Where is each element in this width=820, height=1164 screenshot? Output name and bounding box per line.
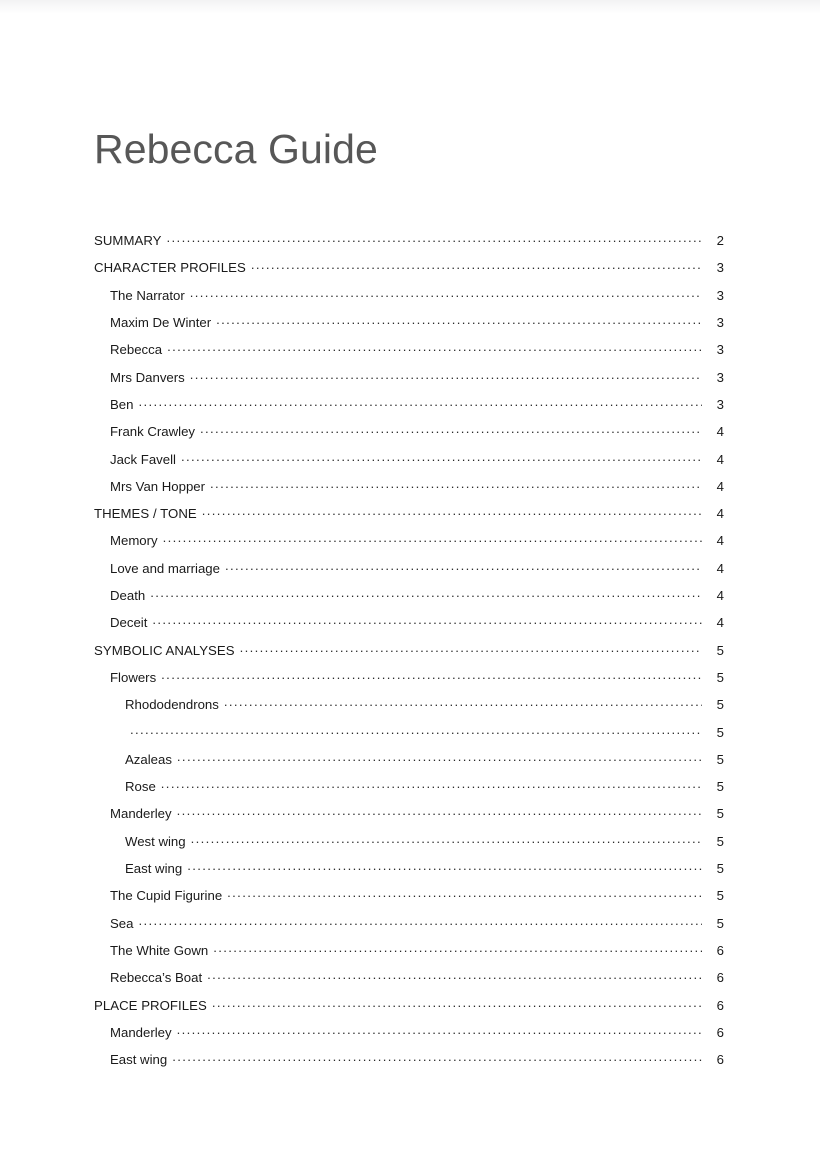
toc-entry[interactable] — [94, 751, 724, 778]
toc-entry-page-number: 5 — [716, 833, 724, 849]
toc-entry-label: SYMBOLIC ANALYSES — [94, 642, 235, 658]
toc-dot-leader — [200, 423, 702, 436]
toc-entry[interactable] — [94, 287, 724, 314]
toc-entry[interactable] — [94, 532, 724, 559]
toc-entry-label: The White Gown — [110, 942, 209, 958]
toc-dot-leader — [181, 450, 702, 463]
toc-dot-leader — [190, 368, 702, 381]
toc-entry-page-number: 5 — [716, 915, 724, 931]
toc-entry-page-number: 6 — [716, 997, 724, 1013]
toc-entry[interactable] — [94, 587, 724, 614]
toc-dot-leader — [224, 696, 702, 709]
toc-entry-page-number: 5 — [716, 724, 724, 740]
toc-entry[interactable] — [94, 560, 724, 587]
toc-dot-leader — [216, 314, 702, 327]
toc-dot-leader — [152, 614, 702, 627]
toc-dot-leader — [251, 259, 702, 272]
toc-dot-leader — [167, 232, 702, 245]
toc-entry[interactable] — [94, 914, 724, 941]
toc-dot-leader — [225, 560, 702, 573]
toc-entry-label: Love and marriage — [110, 560, 220, 576]
toc-entry[interactable] — [94, 341, 724, 368]
toc-entry-label: East wing — [110, 1052, 168, 1068]
toc-entry[interactable] — [94, 450, 724, 477]
toc-entry-label: Mrs Danvers — [110, 369, 185, 385]
toc-entry-label: Death — [110, 588, 146, 604]
toc-entry-label: SUMMARY — [94, 233, 162, 249]
toc-entry-label: Flowers — [110, 669, 157, 685]
toc-entry[interactable] — [94, 778, 724, 805]
toc-entry[interactable] — [94, 996, 724, 1023]
toc-entry[interactable] — [94, 232, 724, 259]
toc-dot-leader — [177, 805, 702, 818]
toc-entry-label: The Narrator — [110, 287, 185, 303]
toc-entry-page-number: 6 — [716, 1052, 724, 1068]
toc-entry[interactable] — [94, 259, 724, 286]
toc-entry-page-number: 6 — [716, 970, 724, 986]
toc-entry-page-number: 4 — [716, 588, 724, 604]
toc-dot-leader — [212, 996, 702, 1009]
toc-entry-page-number: 4 — [716, 478, 724, 494]
toc-dot-leader — [190, 287, 702, 300]
toc-entry-label: CHARACTER PROFILES — [94, 260, 246, 276]
toc-entry-label: Rhododendrons — [125, 697, 219, 713]
toc-entry-label: Frank Crawley — [110, 424, 196, 440]
toc-dot-leader — [167, 341, 702, 354]
toc-entry-page-number: 3 — [716, 287, 724, 303]
page-top-shadow — [0, 0, 820, 14]
toc-entry[interactable] — [94, 368, 724, 395]
toc-dot-leader — [213, 942, 702, 955]
toc-entry-page-number: 3 — [716, 342, 724, 358]
toc-entry-label: Rose — [125, 779, 156, 795]
toc-dot-leader — [202, 505, 702, 518]
toc-entry-label: Manderley — [110, 1024, 172, 1040]
toc-entry-label: Sea — [110, 915, 134, 931]
toc-entry-page-number: 5 — [716, 888, 724, 904]
toc-dot-leader — [227, 887, 702, 900]
toc-entry-label: Manderley — [110, 806, 172, 822]
toc-entry-page-number: 6 — [716, 1024, 724, 1040]
toc-entry-label: Memory — [110, 533, 158, 549]
toc-entry-label: Azaleas — [125, 751, 172, 767]
toc-dot-leader — [210, 478, 702, 491]
toc-entry-label: Ben — [110, 396, 134, 412]
toc-entry-label: Deceit — [110, 615, 148, 631]
toc-entry-page-number: 4 — [716, 424, 724, 440]
toc-entry-label: THEMES / TONE — [94, 506, 197, 522]
toc-entry[interactable] — [94, 887, 724, 914]
toc-entry[interactable] — [94, 1051, 724, 1078]
toc-entry[interactable] — [94, 396, 724, 423]
toc-entry[interactable] — [94, 942, 724, 969]
toc-entry-page-number: 3 — [716, 396, 724, 412]
toc-dot-leader — [130, 723, 702, 736]
toc-entry-page-number: 5 — [716, 751, 724, 767]
toc-dot-leader — [161, 778, 702, 791]
toc-entry-page-number: 5 — [716, 779, 724, 795]
toc-entry-label: Maxim De Winter — [110, 315, 212, 331]
toc-entry[interactable] — [94, 614, 724, 641]
toc-entry-page-number: 3 — [716, 315, 724, 331]
toc-entry[interactable] — [94, 423, 724, 450]
toc-entry[interactable] — [94, 478, 724, 505]
toc-entry-label: The Cupid Figurine — [110, 888, 223, 904]
table-of-contents — [94, 232, 724, 1078]
toc-entry[interactable] — [94, 805, 724, 832]
toc-dot-leader — [191, 833, 702, 846]
toc-entry-page-number: 2 — [716, 233, 724, 249]
toc-dot-leader — [138, 396, 702, 409]
toc-entry[interactable] — [94, 860, 724, 887]
toc-entry-label: PLACE PROFILES — [94, 997, 207, 1013]
toc-dot-leader — [161, 669, 702, 682]
toc-entry-label: Mrs Van Hopper — [110, 478, 206, 494]
toc-entry[interactable] — [94, 641, 724, 668]
toc-entry-label: East wing — [125, 861, 183, 877]
toc-entry-page-number: 4 — [716, 451, 724, 467]
toc-entry[interactable] — [94, 314, 724, 341]
toc-dot-leader — [177, 1024, 702, 1037]
toc-entry-page-number: 5 — [716, 697, 724, 713]
toc-entry-label: West wing — [125, 833, 186, 849]
toc-entry-label: Jack Favell — [110, 451, 176, 467]
toc-dot-leader — [163, 532, 702, 545]
toc-entry-page-number: 3 — [716, 260, 724, 276]
toc-entry[interactable] — [94, 969, 724, 996]
toc-dot-leader — [187, 860, 702, 873]
toc-entry[interactable] — [94, 669, 724, 696]
toc-dot-leader — [172, 1051, 702, 1064]
toc-entry[interactable] — [94, 723, 724, 750]
toc-entry-page-number: 4 — [716, 615, 724, 631]
toc-entry[interactable] — [94, 1024, 724, 1051]
toc-dot-leader — [177, 751, 702, 764]
toc-entry-page-number: 4 — [716, 533, 724, 549]
toc-entry-label: Rebecca’s Boat — [110, 970, 203, 986]
toc-dot-leader — [150, 587, 702, 600]
toc-entry-page-number: 6 — [716, 942, 724, 958]
toc-entry-page-number: 5 — [716, 642, 724, 658]
toc-entry[interactable] — [94, 505, 724, 532]
page-title: Rebecca Guide — [94, 126, 378, 173]
toc-dot-leader — [138, 914, 702, 927]
toc-entry-page-number: 5 — [716, 806, 724, 822]
toc-entry-page-number: 3 — [716, 369, 724, 385]
toc-entry[interactable] — [94, 833, 724, 860]
toc-entry-page-number: 5 — [716, 861, 724, 877]
toc-entry-label: Rebecca — [110, 342, 163, 358]
toc-entry-page-number: 4 — [716, 506, 724, 522]
toc-entry[interactable] — [94, 696, 724, 723]
toc-dot-leader — [207, 969, 702, 982]
toc-dot-leader — [240, 641, 702, 654]
toc-entry-page-number: 4 — [716, 560, 724, 576]
toc-entry-page-number: 5 — [716, 669, 724, 685]
